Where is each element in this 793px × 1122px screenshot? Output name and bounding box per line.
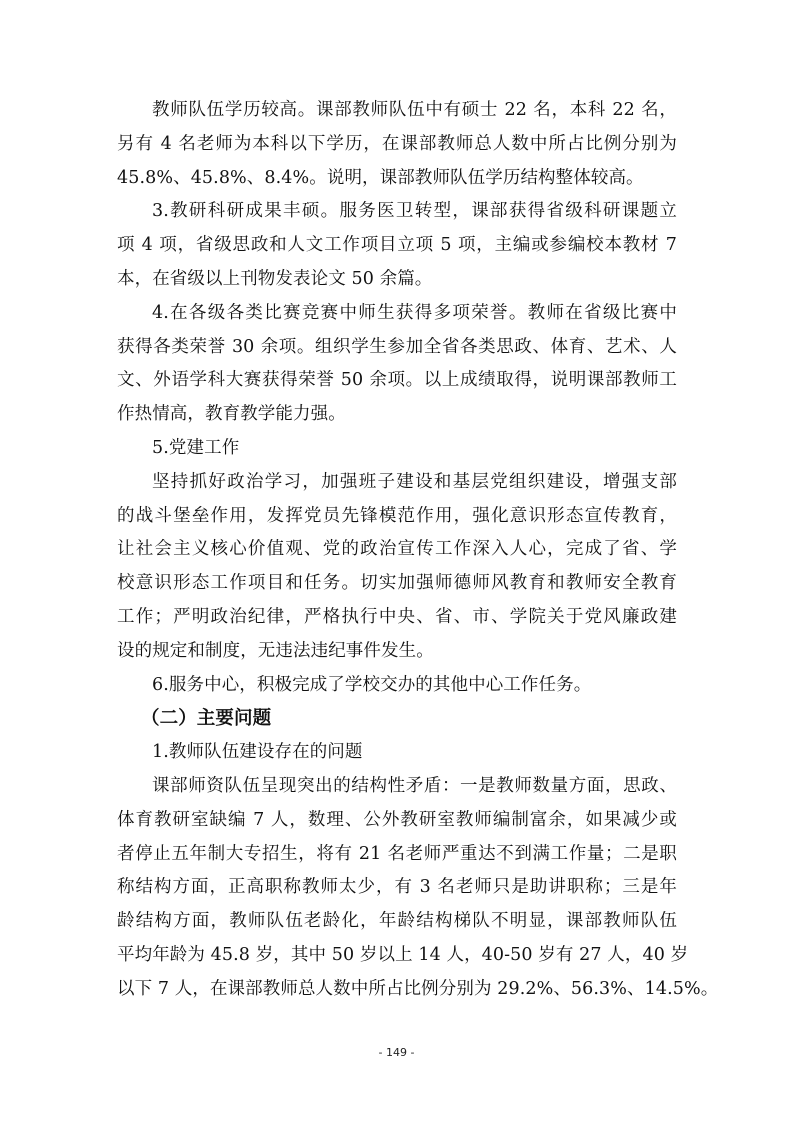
text-line: 的战斗堡垒作用，发挥党员先锋模范作用，强化意识形态宣传教育，: [117, 505, 677, 526]
text-line: 项 4 项，省级思政和人文工作项目立项 5 项，主编或参编校本教材 7: [117, 235, 677, 256]
section-heading: （二）主要问题: [141, 708, 272, 730]
text-line: 作热情高，教育教学能力强。: [117, 404, 346, 425]
text-line: 校意识形态工作项目和任务。切实加强师德师风教育和教师安全教育: [117, 573, 677, 594]
text-line: 4.在各级各类比赛竞赛中师生获得多项荣誉。教师在省级比赛中: [152, 302, 677, 323]
text-line: 3.教研科研成果丰硕。服务医卫转型，课部获得省级科研课题立: [152, 201, 677, 222]
text-line: 1.教师队伍建设存在的问题: [152, 742, 363, 763]
text-line: 45.8%、45.8%、8.4%。说明，课部教师队伍学历结构整体较高。: [117, 167, 644, 188]
page-number: - 149 -: [378, 1046, 415, 1059]
text-line: 以下 7 人，在课部教师总人数中所占比例分别为 29.2%、56.3%、14.5%。: [117, 978, 719, 999]
text-line: 另有 4 名老师为本科以下学历，在课部教师总人数中所占比例分别为: [117, 133, 677, 154]
text-line: 工作；严明政治纪律，严格执行中央、省、市、学院关于党风廉政建: [117, 606, 677, 627]
text-line: 平均年龄为 45.8 岁，其中 50 岁以上 14 人，40-50 岁有 27 人，40 岁: [117, 944, 689, 965]
text-line: 课部师资队伍呈现突出的结构性矛盾：一是教师数量方面，思政、: [152, 775, 677, 796]
text-line: 体育教研室缺编 7 人，数理、公外教研室教师编制富余，如果减少或: [117, 809, 677, 830]
text-line: 本，在省级以上刊物发表论文 50 余篇。: [117, 268, 433, 289]
text-line: 者停止五年制大专招生，将有 21 名老师严重达不到满工作量；二是职: [117, 843, 677, 864]
text-line: 教师队伍学历较高。课部教师队伍中有硕士 22 名，本科 22 名，: [152, 100, 677, 120]
text-line: 文、外语学科大赛获得荣誉 50 余项。以上成绩取得，说明课部教师工: [117, 370, 677, 391]
document-body: [117, 94, 719, 1007]
text-line: 获得各类荣誉 30 余项。组织学生参加全省各类思政、体育、艺术、人: [117, 336, 677, 357]
text-line: 5.党建工作: [152, 437, 240, 458]
text-line: 称结构方面，正高职称教师太少，有 3 名老师只是助讲职称；三是年: [117, 877, 677, 898]
text-line: 让社会主义核心价值观、党的政治宣传工作深入人心，完成了省、学: [117, 539, 677, 560]
text-line: 6.服务中心，积极完成了学校交办的其他中心工作任务。: [152, 674, 592, 695]
text-line: 设的规定和制度，无违法违纪事件发生。: [117, 640, 434, 661]
text-line: 坚持抓好政治学习，加强班子建设和基层党组织建设，增强支部: [152, 471, 677, 492]
text-line: 龄结构方面，教师队伍老龄化，年龄结构梯队不明显，课部教师队伍: [117, 911, 677, 932]
